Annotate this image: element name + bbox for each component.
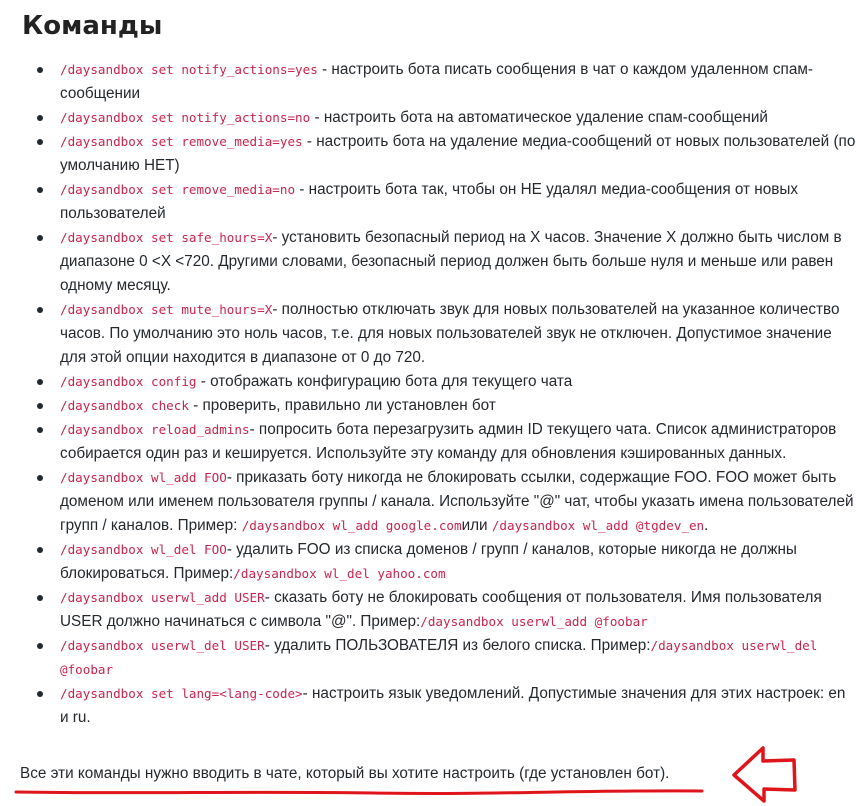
bullet-icon	[37, 139, 43, 145]
example-code: /daysandbox wl_del yahoo.com	[233, 566, 446, 581]
command-code: /daysandbox set remove_media=no	[60, 182, 296, 197]
list-item	[20, 130, 856, 178]
bullet-icon	[37, 379, 43, 385]
list-item	[20, 466, 856, 538]
footer-note: Все эти команды нужно вводить в чате, который вы хотите настроить (где установлен бот).	[20, 765, 670, 782]
bullet-icon	[37, 115, 43, 121]
command-description: - настроить язык уведомлений. Допустимые значения для этих настроек: en и ru.	[60, 685, 846, 726]
list-item	[20, 394, 856, 418]
command-description: - установить безопасный период на X часов. Значение X должно быть числом в диапазоне 0 <X <720. Другими словами, безопасный период должен быть больше нуля и меньше или равен одному месяцу.	[60, 229, 842, 294]
command-code: /daysandbox userwl_del USER	[60, 638, 265, 653]
command-code: /daysandbox wl_del FOO	[60, 542, 227, 557]
command-code: /daysandbox set remove_media=yes	[60, 134, 303, 149]
example-code: /daysandbox userwl_del @foobar	[60, 638, 818, 677]
bullet-icon	[37, 67, 43, 73]
example-code: /daysandbox wl_add google.com	[241, 518, 462, 533]
commands-list	[20, 58, 856, 730]
example-code: /daysandbox userwl_add @foobar	[420, 614, 648, 629]
bullet-icon	[37, 187, 43, 193]
list-item	[20, 538, 856, 586]
command-description: - удалить FOO из списка доменов / групп / каналов, которые никогда не должны блокироваться. Пример:	[60, 541, 797, 582]
command-code: /daysandbox check	[60, 398, 189, 413]
command-code: /daysandbox reload_admins	[60, 422, 250, 437]
command-code: /daysandbox wl_add FOO	[60, 470, 227, 485]
command-description: - настроить бота на удаление медиа-сообщений от новых пользователей (по умолчанию НЕТ)	[60, 133, 856, 174]
command-description: - сказать боту не блокировать сообщения от пользователя. Имя пользователя USER должно начинаться с символа "@". Пример:	[60, 589, 822, 630]
list-item	[20, 634, 856, 682]
command-description: - приказать боту никогда не блокировать ссылки, содержащие FOO. FOO может быть доменом или именем пользователя группы / канала. Используйте "@" чат, чтобы указать имена пользователей групп / каналов. Пример:	[60, 469, 854, 534]
list-item	[20, 226, 856, 298]
list-item	[20, 178, 856, 226]
command-description: - полностью отключать звук для новых пользователей на указанное количество часов. По умолчанию это ноль часов, т.е. для новых пользователей звук не отключен. Допустимое значение для этой опции находится в диапазоне от 0 до 720.	[60, 301, 840, 366]
command-code: /daysandbox set lang=<lang-code>	[60, 686, 303, 701]
bullet-icon	[37, 427, 43, 433]
command-description: - отображать конфигурацию бота для текущего чата	[196, 373, 573, 390]
command-code: /daysandbox set notify_actions=no	[60, 110, 311, 125]
description-text: или	[461, 517, 492, 534]
command-description: - настроить бота так, чтобы он НЕ удалял медиа-сообщения от новых пользователей	[60, 181, 799, 222]
list-item	[20, 370, 856, 394]
commands-section	[20, 8, 856, 730]
command-code: /daysandbox set safe_hours=X	[60, 230, 273, 245]
bullet-icon	[37, 691, 43, 697]
list-item	[20, 682, 856, 730]
bullet-icon	[37, 475, 43, 481]
list-item	[20, 418, 856, 466]
arrow-left-icon	[730, 744, 800, 804]
bullet-icon	[37, 643, 43, 649]
command-code: /daysandbox set mute_hours=X	[60, 302, 273, 317]
command-description: - настроить бота писать сообщения в чат о каждом удаленном спам-сообщении	[60, 61, 813, 102]
example-code: /daysandbox wl_add @tgdev_en	[491, 518, 705, 533]
list-item	[20, 106, 856, 130]
list-item	[20, 58, 856, 106]
command-code: /daysandbox userwl_add USER	[60, 590, 265, 605]
command-code: /daysandbox set notify_actions=yes	[60, 62, 318, 77]
command-description: - настроить бота на автоматическое удаление спам-сообщений	[310, 109, 768, 126]
list-item	[20, 586, 856, 634]
command-description: - проверить, правильно ли установлен бот	[188, 397, 496, 414]
bullet-icon	[37, 235, 43, 241]
list-item	[20, 298, 856, 370]
command-description: - удалить ПОЛЬЗОВАТЕЛЯ из белого списка. Пример:	[264, 637, 651, 654]
command-code: /daysandbox config	[60, 374, 197, 389]
bullet-icon	[37, 403, 43, 409]
description-text: .	[704, 517, 709, 534]
page-title: Команды	[22, 11, 163, 41]
bullet-icon	[37, 595, 43, 601]
bullet-icon	[37, 307, 43, 313]
command-description: - попросить бота перезагрузить админ ID текущего чата. Список администраторов собирается один раз и кешируется. Используйте эту команду для обновления кэшированных данных.	[60, 421, 837, 462]
bullet-icon	[37, 547, 43, 553]
red-underline-annotation	[14, 784, 704, 798]
